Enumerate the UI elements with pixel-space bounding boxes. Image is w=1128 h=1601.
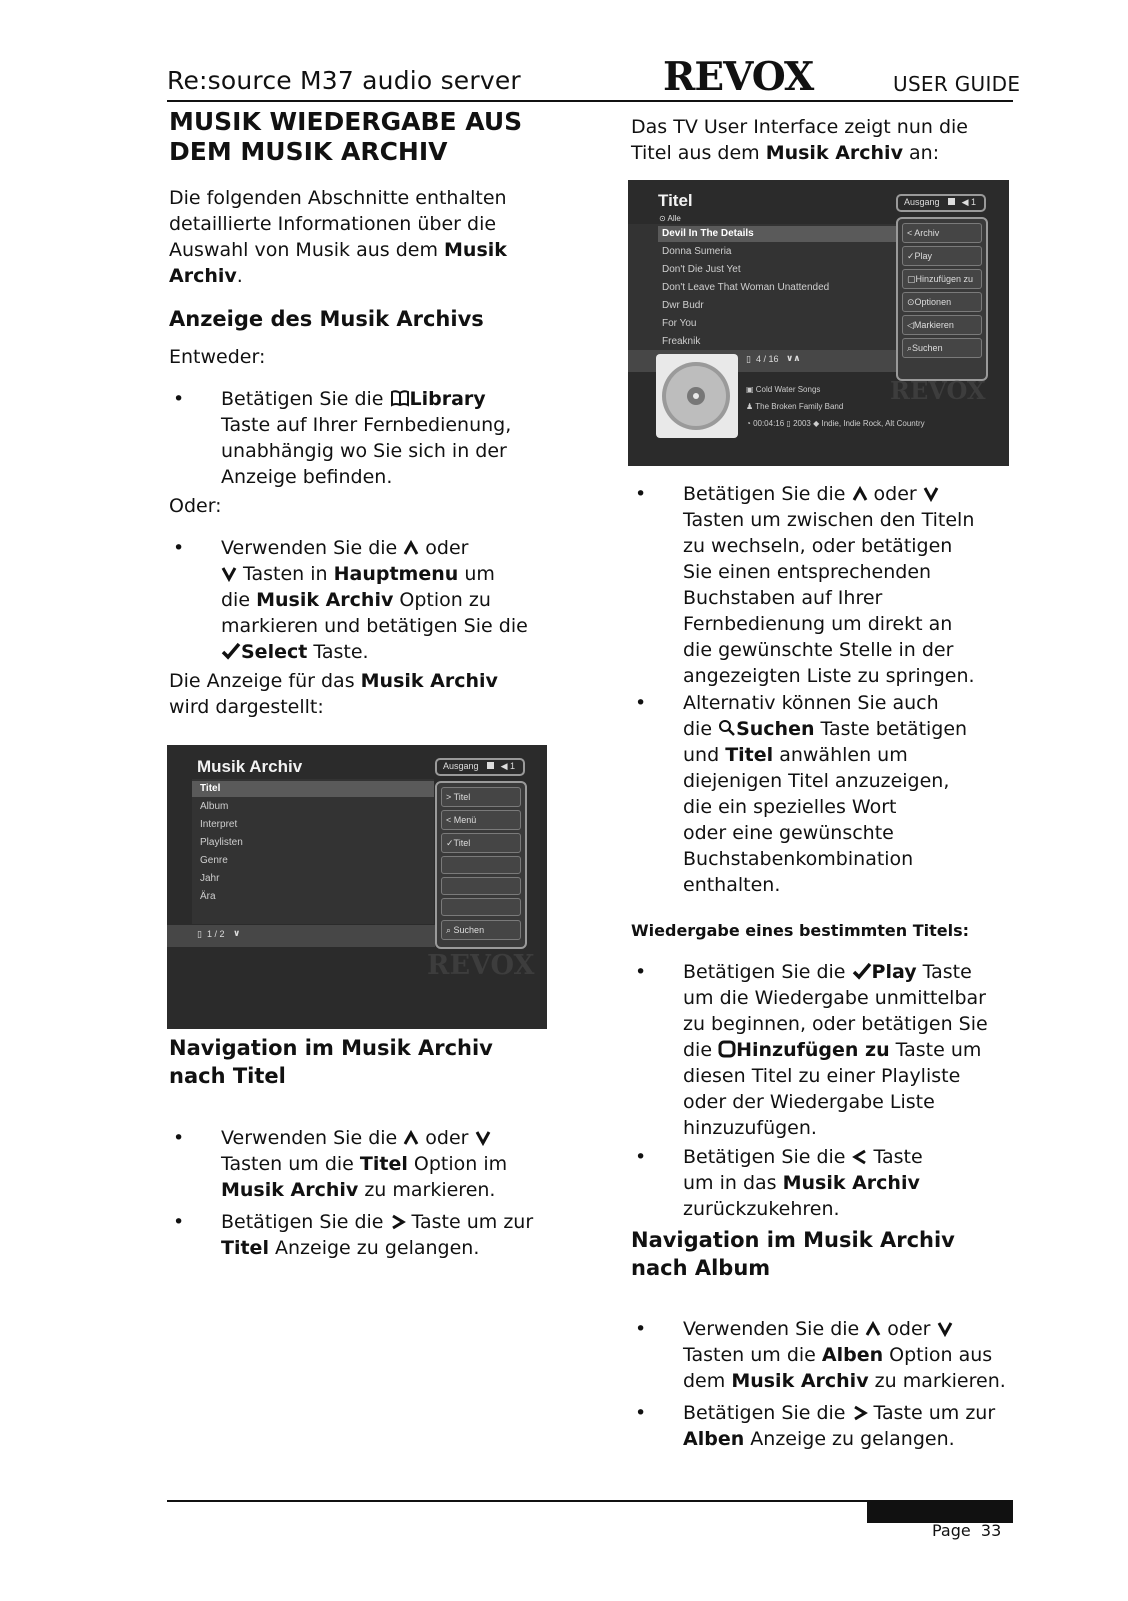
track-item: Freaknik bbox=[662, 336, 701, 347]
bullet-text: Betätigen Sie die bbox=[683, 1402, 852, 1424]
bullet-text: Tasten um die bbox=[221, 1153, 360, 1175]
header-rule bbox=[167, 100, 1013, 102]
bullet-text: Verwenden Sie die bbox=[221, 537, 404, 559]
pager-text: 1 / 2 bbox=[207, 929, 225, 939]
bullet-text: die bbox=[683, 718, 719, 740]
track-item: Devil In The Details bbox=[658, 226, 896, 242]
bullet-text: Taste bbox=[867, 1146, 923, 1168]
suchen-label: Suchen bbox=[736, 718, 815, 740]
bullet-dot: • bbox=[173, 388, 185, 410]
side-button-label: Optionen bbox=[914, 297, 952, 307]
screen-title: Musik Archiv bbox=[197, 757, 303, 776]
note-text: Die Anzeige für das bbox=[169, 670, 361, 692]
library-book-icon bbox=[390, 389, 410, 407]
musik-archiv-label: Musik Archiv bbox=[256, 589, 394, 611]
side-button-label: Suchen bbox=[453, 925, 485, 935]
bullet-text: hinzuzufügen. bbox=[683, 1117, 817, 1139]
titel-label: Titel bbox=[221, 1237, 269, 1259]
bullet-dot: • bbox=[635, 692, 647, 714]
side-button-select: ✓Titel bbox=[441, 833, 521, 853]
intro-text: . bbox=[236, 265, 243, 287]
intro-paragraph bbox=[169, 185, 559, 289]
side-button-suchen: ⌕Suchen bbox=[902, 338, 982, 358]
bullet-text: Verwenden Sie die bbox=[683, 1318, 866, 1340]
bullet-text: oder bbox=[867, 483, 923, 505]
checkmark-icon bbox=[852, 962, 872, 980]
track-item: Don't Leave That Woman Unattended bbox=[662, 282, 830, 293]
heading-line: Navigation im Musik Archiv bbox=[169, 1036, 493, 1060]
bullet-text: Option aus bbox=[883, 1344, 993, 1366]
alben-label: Alben bbox=[683, 1428, 745, 1450]
output-selector bbox=[896, 194, 986, 212]
bullet-text: Betätigen Sie die bbox=[221, 388, 390, 410]
track-item: Dwr Budr bbox=[662, 300, 704, 311]
track-item: For You bbox=[662, 318, 697, 329]
track-list bbox=[628, 224, 896, 360]
list-item: Playlisten bbox=[200, 837, 243, 848]
musik-archiv-label: Musik Archiv bbox=[731, 1370, 869, 1392]
page-icon: ▯ bbox=[746, 354, 751, 364]
bullet-text: zu markieren. bbox=[868, 1370, 1006, 1392]
display-note bbox=[169, 668, 559, 720]
menu-list bbox=[192, 779, 434, 924]
side-button-empty bbox=[441, 898, 521, 916]
revox-watermark: REVOX bbox=[427, 950, 535, 981]
artist-name: The Broken Family Band bbox=[755, 402, 844, 411]
bullet-dot: • bbox=[635, 961, 647, 983]
track-item: Donna Sumeria bbox=[662, 246, 732, 257]
duration: 00:04:16 bbox=[753, 419, 785, 428]
bullet-text: um bbox=[458, 563, 495, 585]
heading-line: nach Titel bbox=[169, 1064, 286, 1088]
select-label: Select bbox=[241, 641, 308, 663]
bullet-text: Betätigen Sie die bbox=[683, 483, 852, 505]
bullet-text: zu beginnen, oder betätigen Sie bbox=[683, 1013, 988, 1035]
side-button-titel: > Titel bbox=[441, 787, 521, 807]
or-label: Oder: bbox=[169, 495, 222, 517]
bullet-text: Buchstaben auf Ihrer bbox=[683, 587, 883, 609]
footer-block bbox=[867, 1502, 1013, 1523]
artist-info: ♟ The Broken Family Band bbox=[746, 402, 844, 411]
main-heading-line-2: DEM MUSIK ARCHIV bbox=[169, 137, 448, 166]
bullet-text: Tasten um zwischen den Titeln bbox=[683, 509, 975, 531]
bullet-text: oder bbox=[419, 1127, 475, 1149]
list-item: Interpret bbox=[200, 819, 238, 830]
filter-label: ⊙ Alle bbox=[659, 214, 681, 223]
stop-icon bbox=[948, 198, 955, 205]
bullet-dot: • bbox=[635, 1318, 647, 1340]
bullet-dot: • bbox=[635, 1402, 647, 1424]
bullet-text: Taste betätigen bbox=[814, 718, 968, 740]
list-item: Jahr bbox=[200, 873, 220, 884]
intro-bold: Musik bbox=[444, 239, 507, 261]
bullet-text: Betätigen Sie die bbox=[221, 1211, 390, 1233]
output-label: Ausgang bbox=[443, 761, 479, 771]
bullet-text: dem bbox=[683, 1370, 732, 1392]
bullet-text: Taste auf Ihrer Fernbedienung, bbox=[221, 414, 512, 436]
arrow-left-icon bbox=[852, 1149, 868, 1165]
side-button-label: Markieren bbox=[913, 320, 954, 330]
revox-logo: REVOX bbox=[663, 54, 814, 100]
intro-bold: Archiv bbox=[169, 265, 237, 287]
arrow-down-icon bbox=[937, 1321, 953, 1337]
bullet-text: unabhängig wo Sie sich in der bbox=[221, 440, 507, 462]
volume-icon: ◀ bbox=[500, 761, 508, 771]
bullet-text: markieren und betätigen Sie die bbox=[221, 615, 528, 637]
search-icon bbox=[718, 719, 736, 737]
titel-label: Titel bbox=[359, 1153, 408, 1175]
note-bold: Musik Archiv bbox=[360, 670, 498, 692]
cd-icon bbox=[656, 354, 738, 438]
bullet-text: angezeigten Liste zu springen. bbox=[683, 665, 975, 687]
list-item: Titel bbox=[192, 781, 434, 797]
revox-watermark: REVOX bbox=[890, 376, 986, 405]
bullet-text: Sie einen entsprechenden bbox=[683, 561, 932, 583]
checkmark-icon bbox=[221, 642, 241, 660]
bullet-text: Taste. bbox=[307, 641, 369, 663]
side-button-optionen: ⊙Optionen bbox=[902, 292, 982, 312]
bullet-text: Tasten in bbox=[237, 563, 334, 585]
play-label: Play bbox=[871, 961, 917, 983]
page-icon: ▯ bbox=[197, 929, 202, 939]
musik-archiv-label: Musik Archiv bbox=[221, 1179, 359, 1201]
right-intro bbox=[631, 114, 1021, 166]
heading-line: nach Album bbox=[631, 1256, 771, 1280]
output-selector bbox=[435, 758, 525, 776]
main-heading bbox=[169, 107, 559, 167]
bullet-text: Option zu bbox=[393, 589, 491, 611]
bullet-text: Buchstabenkombination bbox=[683, 848, 914, 870]
bullet-text: die bbox=[221, 589, 257, 611]
bullet-dot: • bbox=[635, 1146, 647, 1168]
intro-line: detaillierte Informationen über die bbox=[169, 213, 497, 235]
titel-label: Titel bbox=[725, 744, 774, 766]
track-item: Don't Die Just Yet bbox=[662, 264, 741, 275]
album-name: Cold Water Songs bbox=[755, 385, 821, 394]
arrow-down-icon: ∨ bbox=[233, 928, 241, 938]
alben-label: Alben bbox=[821, 1344, 884, 1366]
intro-text: Titel aus dem bbox=[631, 142, 766, 164]
list-item: Album bbox=[200, 801, 229, 812]
side-button-label: Menü bbox=[453, 815, 477, 825]
arrow-down-up-icon: ∨∧ bbox=[786, 353, 801, 363]
bullet-text: Anzeige zu gelangen. bbox=[744, 1428, 955, 1450]
arrow-up-icon bbox=[865, 1321, 881, 1337]
intro-line: Das TV User Interface zeigt nun die bbox=[631, 116, 968, 138]
side-button-label: Titel bbox=[453, 838, 471, 848]
bullet-text: Taste bbox=[916, 961, 972, 983]
heading-line: Navigation im Musik Archiv bbox=[631, 1228, 955, 1252]
bullet-dot: • bbox=[173, 537, 185, 559]
side-button-label: Archiv bbox=[914, 228, 940, 238]
bullet-text: oder eine gewünschte bbox=[683, 822, 894, 844]
year: 2003 bbox=[793, 419, 811, 428]
bullet-text: anwählen um bbox=[773, 744, 908, 766]
arrow-down-icon bbox=[923, 486, 939, 502]
hinzufuegen-label: Hinzufügen zu bbox=[736, 1039, 890, 1061]
bullet-text: Taste um bbox=[889, 1039, 982, 1061]
side-button-suchen: ⌕ Suchen bbox=[441, 920, 521, 940]
intro-text: an: bbox=[902, 142, 940, 164]
side-button-label: Titel bbox=[453, 792, 471, 802]
intro-bold: Musik Archiv bbox=[765, 142, 903, 164]
side-button-menu: < Menü bbox=[441, 810, 521, 830]
product-title: Re:source M37 audio server bbox=[167, 66, 521, 95]
arrow-down-icon bbox=[221, 566, 237, 582]
filter-text: Alle bbox=[667, 214, 681, 223]
bullet-text: die bbox=[683, 1039, 719, 1061]
add-to-icon bbox=[718, 1040, 736, 1058]
bullet-dot: • bbox=[635, 483, 647, 505]
album-art bbox=[656, 354, 738, 438]
side-button-empty bbox=[441, 856, 521, 874]
musik-archiv-label: Musik Archiv bbox=[782, 1172, 920, 1194]
side-button-label: Hinzufügen zu bbox=[915, 274, 974, 284]
bullet-text: Verwenden Sie die bbox=[221, 1127, 404, 1149]
arrow-right-icon bbox=[852, 1405, 868, 1421]
bullet-text: die gewünschte Stelle in der bbox=[683, 639, 954, 661]
bullet-dot: • bbox=[173, 1127, 185, 1149]
output-number: 1 bbox=[510, 761, 516, 771]
subheading-wiedergabe: Wiedergabe eines bestimmten Titels: bbox=[631, 921, 970, 940]
bullet-text: diesen Titel zu einer Playliste bbox=[683, 1065, 961, 1087]
arrow-right-icon bbox=[390, 1214, 406, 1230]
intro-text: Auswahl von Musik aus dem bbox=[169, 239, 445, 261]
arrow-up-icon bbox=[852, 486, 868, 502]
bullet-text: enthalten. bbox=[683, 874, 781, 896]
bullet-text: zu markieren. bbox=[358, 1179, 496, 1201]
bullet-text: Option im bbox=[407, 1153, 508, 1175]
list-item: Genre bbox=[200, 855, 228, 866]
side-button-play: ✓Play bbox=[902, 246, 982, 266]
album-info: ▣ Cold Water Songs bbox=[746, 385, 821, 394]
stop-icon bbox=[487, 762, 494, 769]
user-guide-label: USER GUIDE bbox=[893, 72, 1021, 96]
bullet-text: Fernbedienung um direkt an bbox=[683, 613, 953, 635]
bullet-text: oder der Wiedergabe Liste bbox=[683, 1091, 935, 1113]
bullet-text: um die Wiedergabe unmittelbar bbox=[683, 987, 986, 1009]
bullet-text: Anzeige befinden. bbox=[221, 466, 393, 488]
musik-archiv-screenshot bbox=[167, 745, 547, 1029]
genre: Indie, Indie Rock, Alt Country bbox=[821, 419, 925, 428]
arrow-up-icon bbox=[403, 1130, 419, 1146]
side-button-label: Suchen bbox=[912, 343, 943, 353]
bullet-text: und bbox=[683, 744, 726, 766]
bullet-text: die ein spezielles Wort bbox=[683, 796, 897, 818]
titel-screenshot bbox=[628, 180, 1009, 466]
bullet-text: Alternativ können Sie auch bbox=[683, 692, 939, 714]
hauptmenu-label: Hauptmenu bbox=[333, 563, 459, 585]
screen-title: Titel bbox=[658, 191, 693, 210]
bullet-text: Tasten um die bbox=[683, 1344, 822, 1366]
arrow-down-icon bbox=[475, 1130, 491, 1146]
bullet-text: zu wechseln, oder betätigen bbox=[683, 535, 953, 557]
bullet-text: Betätigen Sie die bbox=[683, 961, 852, 983]
bullet-text: zurückzukehren. bbox=[683, 1198, 840, 1220]
intro-line: Die folgenden Abschnitte enthalten bbox=[169, 187, 507, 209]
side-button-empty bbox=[441, 877, 521, 895]
bullet-text: diejenigen Titel anzuzeigen, bbox=[683, 770, 950, 792]
side-button-markieren: ◁Markieren bbox=[902, 315, 982, 335]
section-heading-album bbox=[631, 1226, 1021, 1282]
library-label: Library bbox=[409, 388, 486, 410]
note-text: wird dargestellt: bbox=[169, 696, 324, 718]
bullet-text: Taste um zur bbox=[405, 1211, 534, 1233]
side-button-archiv: < Archiv bbox=[902, 223, 982, 243]
bullet-text: um in das bbox=[683, 1172, 783, 1194]
bullet-dot: • bbox=[173, 1211, 185, 1233]
pager-text: 4 / 16 bbox=[756, 354, 779, 364]
list-item: Ära bbox=[200, 891, 216, 902]
side-menu bbox=[435, 781, 527, 949]
bullet-text: Anzeige zu gelangen. bbox=[268, 1237, 480, 1259]
page-number: Page 33 bbox=[932, 1521, 1002, 1540]
arrow-up-icon bbox=[403, 540, 419, 556]
either-label: Entweder: bbox=[169, 346, 266, 368]
output-label: Ausgang bbox=[904, 197, 940, 207]
bullet-text: Betätigen Sie die bbox=[683, 1146, 852, 1168]
section-heading-anzeige: Anzeige des Musik Archivs bbox=[169, 307, 484, 331]
section-heading-titel bbox=[169, 1034, 559, 1090]
bullet-text: oder bbox=[881, 1318, 937, 1340]
volume-icon: ◀ bbox=[961, 197, 969, 207]
bullet-text: Taste um zur bbox=[867, 1402, 996, 1424]
track-details: ◔ 00:04:16 ▯ 2003 ◆ Indie, Indie Rock, Alt Country bbox=[746, 419, 925, 428]
pager-bar bbox=[167, 925, 435, 947]
side-menu bbox=[896, 217, 988, 381]
bullet-text: oder bbox=[419, 537, 469, 559]
main-heading-line-1: MUSIK WIEDERGABE AUS bbox=[169, 107, 523, 136]
output-number: 1 bbox=[971, 197, 977, 207]
side-button-label: Play bbox=[914, 251, 933, 261]
side-button-hinzufuegen: ▢Hinzufügen zu bbox=[902, 269, 982, 289]
